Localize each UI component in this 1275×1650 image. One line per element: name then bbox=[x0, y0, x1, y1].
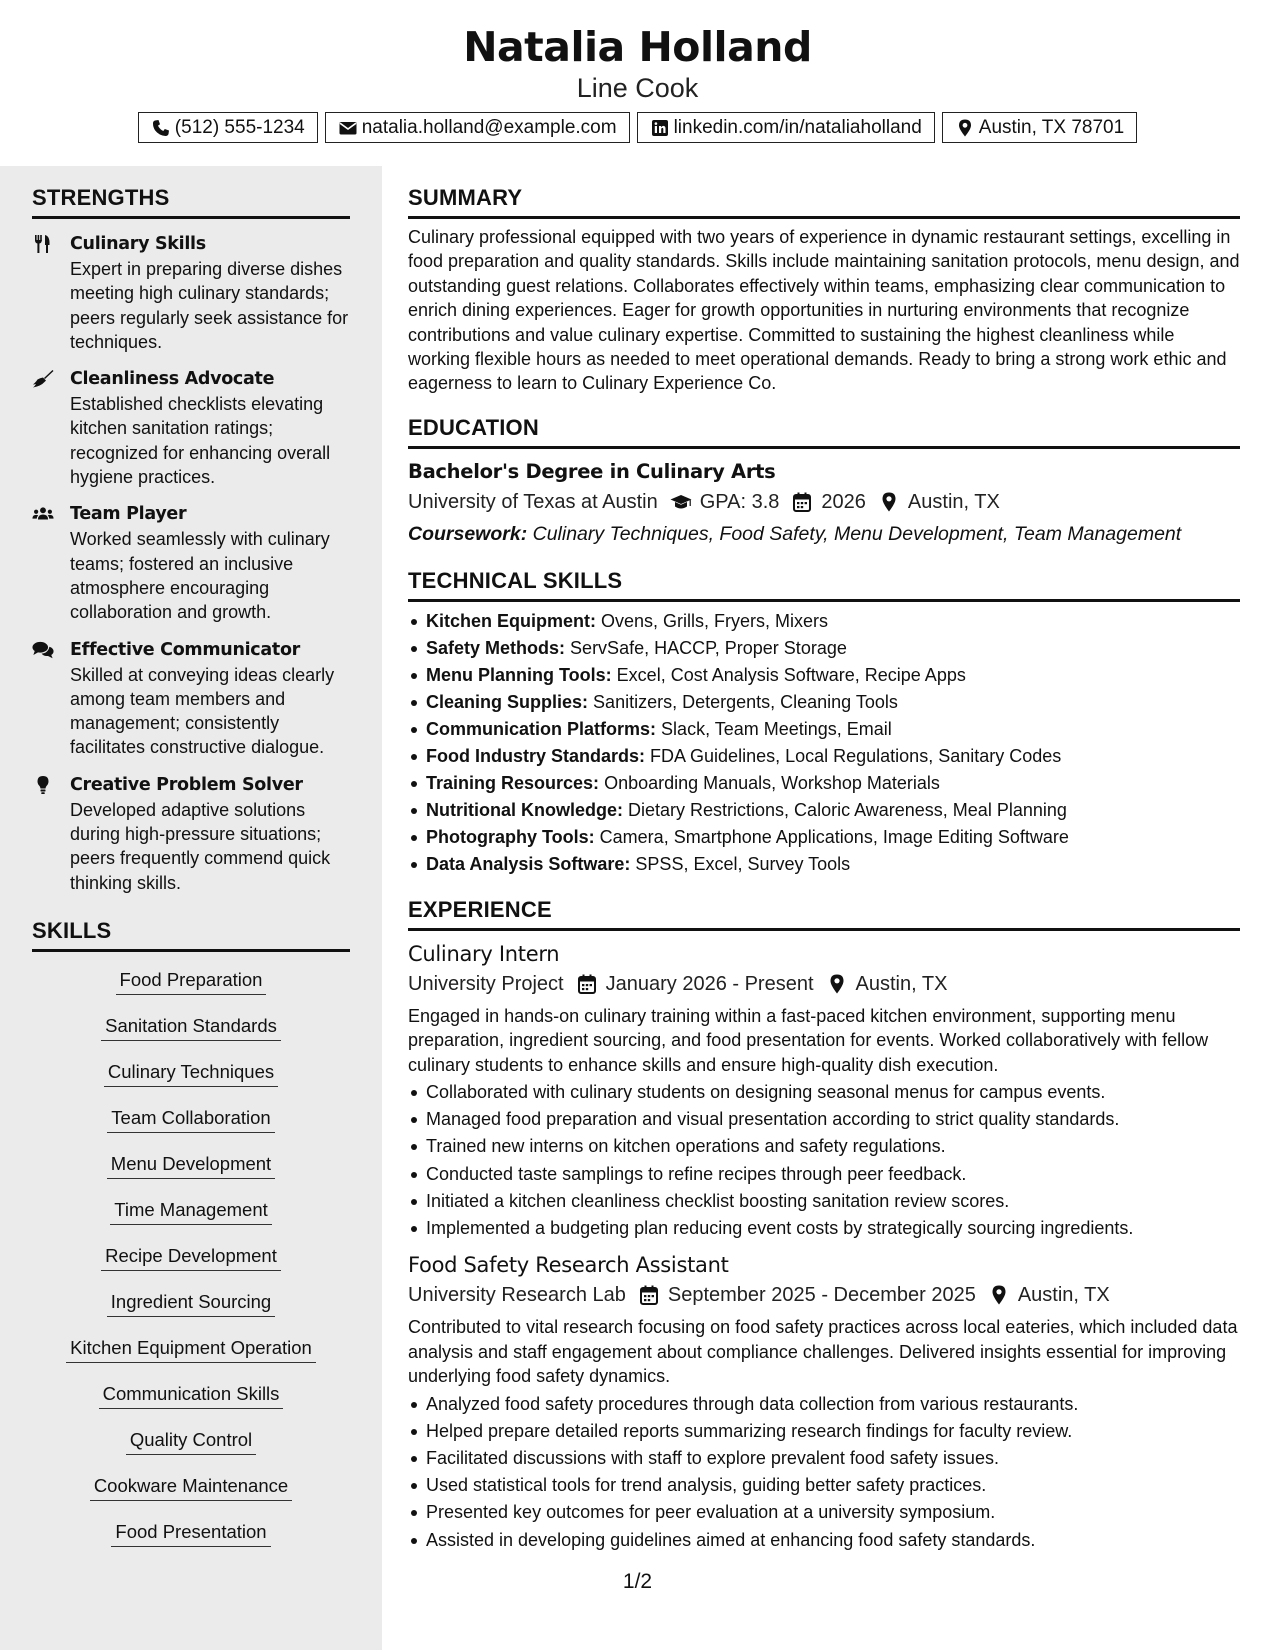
job-bullet: Assisted in developing guidelines aimed at enhancing food safety standards. bbox=[408, 1527, 1240, 1554]
strength-title: Cleanliness Advocate bbox=[70, 369, 275, 390]
skill-item: Menu Development bbox=[32, 1152, 350, 1179]
job-dates: January 2026 - Present bbox=[605, 972, 814, 995]
education-gpa: GPA: 3.8 bbox=[699, 490, 780, 513]
strength-desc: Skilled at conveying ideas clearly among team members and management; consistently facilitates constructive dialogue. bbox=[70, 664, 335, 758]
summary-text: Culinary professional equipped with two years of experience in dynamic restaurant settings, excelling in food preparation and quality standards. Skills include maintaining sanitation protocols, menu design, and outstanding guest relations. Collaborates effectively within teams, emphasizing clear communication to enrich dining experiences. Eager for growth opportunities in nurturing environments that recognize contributions and value culinary expertise. Committed to sustaining the highest cleanliness while working flexible hours as needed to meet operational demands. Ready to bring a strong work ethic and eagerness to learn to Culinary Experience Co. bbox=[408, 227, 1240, 394]
skill-item: Culinary Techniques bbox=[32, 1060, 350, 1087]
strength-desc: Developed adaptive solutions during high-pressure situations; peers frequently commend quick thinking skills. bbox=[70, 799, 331, 893]
education-heading: EDUCATION bbox=[408, 414, 1240, 449]
job-dates: September 2025 - December 2025 bbox=[667, 1284, 976, 1307]
skill-item: Food Preparation bbox=[32, 968, 350, 995]
strength-desc: Worked seamlessly with culinary teams; fostered an inclusive atmosphere encouraging collaboration and growth. bbox=[70, 529, 330, 623]
education-year: 2026 bbox=[821, 490, 866, 513]
job-org: University Research Lab bbox=[408, 1284, 626, 1307]
job-bullet: Analyzed food safety procedures through data collection from various restaurants. bbox=[408, 1391, 1240, 1418]
summary-heading: SUMMARY bbox=[408, 184, 1240, 219]
job-location: Austin, TX bbox=[855, 972, 948, 995]
strength-item bbox=[32, 232, 350, 354]
envelope-icon bbox=[338, 118, 358, 138]
technical-skills-heading: TECHNICAL SKILLS bbox=[408, 567, 1240, 602]
candidate-role: Line Cook bbox=[576, 73, 699, 103]
contact-bar bbox=[0, 112, 1275, 143]
job-bullet: Initiated a kitchen cleanliness checklist boosting sanitation review scores. bbox=[408, 1188, 1240, 1215]
skill-item: Team Collaboration bbox=[32, 1106, 350, 1133]
skill-item: Recipe Development bbox=[32, 1244, 350, 1271]
main-column bbox=[408, 166, 1240, 1554]
skill-item: Time Management bbox=[32, 1198, 350, 1225]
strength-item bbox=[32, 502, 350, 624]
education-school: University of Texas at Austin bbox=[408, 490, 658, 513]
contact-email[interactable] bbox=[325, 112, 630, 143]
location-pin-icon bbox=[955, 118, 975, 138]
job-meta bbox=[408, 969, 1240, 999]
tech-skill-item: Kitchen Equipment: Ovens, Grills, Fryers, Mixers bbox=[408, 608, 1240, 635]
experience-heading: EXPERIENCE bbox=[408, 896, 1240, 931]
lightbulb-icon bbox=[32, 773, 70, 895]
education-location: Austin, TX bbox=[907, 490, 1000, 513]
strength-title: Culinary Skills bbox=[70, 234, 206, 254]
job-bullets bbox=[408, 1079, 1240, 1242]
education-degree: Bachelor's Degree in Culinary Arts bbox=[408, 459, 776, 483]
sidebar bbox=[0, 166, 382, 1650]
education-coursework bbox=[408, 519, 1240, 549]
job-bullet: Implemented a budgeting plan reducing event costs by strategically sourcing ingredients. bbox=[408, 1215, 1240, 1242]
resume-header bbox=[0, 22, 1275, 143]
job-bullet: Managed food preparation and visual presentation according to strict quality standards. bbox=[408, 1106, 1240, 1133]
location-pin-icon bbox=[826, 973, 848, 995]
linkedin-icon bbox=[650, 118, 670, 138]
job-title: Food Safety Research Assistant bbox=[408, 1253, 729, 1278]
job-bullet: Collaborated with culinary students on designing seasonal menus for campus events. bbox=[408, 1079, 1240, 1106]
strength-desc: Expert in preparing diverse dishes meeting high culinary standards; peers regularly seek assistance for techniques. bbox=[70, 259, 349, 352]
strength-title: Team Player bbox=[70, 504, 187, 525]
location-pin-icon bbox=[878, 491, 900, 513]
skill-item: Quality Control bbox=[32, 1428, 350, 1455]
tech-skill-item: Food Industry Standards: FDA Guidelines, Local Regulations, Sanitary Codes bbox=[408, 743, 1240, 770]
job-description: Contributed to vital research focusing on food safety practices across local eateries, which included data analysis and staff engagement about compliance challenges. Delivered insights essential for improving underlying food safety dynamics. bbox=[408, 1317, 1238, 1387]
tech-skill-item: Data Analysis Software: SPSS, Excel, Survey Tools bbox=[408, 851, 1240, 878]
skills-list bbox=[32, 968, 350, 1547]
skill-item: Ingredient Sourcing bbox=[32, 1290, 350, 1317]
tech-skill-item: Nutritional Knowledge: Dietary Restrictions, Caloric Awareness, Meal Planning bbox=[408, 797, 1240, 824]
contact-email-text: natalia.holland@example.com bbox=[361, 116, 617, 138]
tech-skill-item: Communication Platforms: Slack, Team Meetings, Email bbox=[408, 716, 1240, 743]
job-title: Culinary Intern bbox=[408, 941, 560, 966]
phone-icon bbox=[151, 118, 171, 138]
users-icon bbox=[32, 502, 70, 624]
tech-skill-item: Safety Methods: ServSafe, HACCP, Proper Storage bbox=[408, 635, 1240, 662]
skill-item: Kitchen Equipment Operation bbox=[32, 1336, 350, 1363]
job-bullet: Presented key outcomes for peer evaluation at a university symposium. bbox=[408, 1499, 1240, 1526]
job-meta bbox=[408, 1280, 1240, 1310]
technical-skills-list bbox=[408, 608, 1240, 878]
tech-skill-item: Cleaning Supplies: Sanitizers, Detergents, Cleaning Tools bbox=[408, 689, 1240, 716]
strength-title: Creative Problem Solver bbox=[70, 774, 303, 795]
job-location: Austin, TX bbox=[1017, 1284, 1110, 1307]
skill-item: Cookware Maintenance bbox=[32, 1474, 350, 1501]
tech-skill-item: Menu Planning Tools: Excel, Cost Analysis Software, Recipe Apps bbox=[408, 662, 1240, 689]
contact-linkedin[interactable] bbox=[637, 112, 935, 143]
strength-item bbox=[32, 773, 350, 895]
candidate-name: Natalia Holland bbox=[463, 23, 812, 71]
broom-icon bbox=[32, 367, 70, 489]
skill-item: Sanitation Standards bbox=[32, 1014, 350, 1041]
tech-skill-item: Photography Tools: Camera, Smartphone Applications, Image Editing Software bbox=[408, 824, 1240, 851]
job-bullet: Used statistical tools for trend analysis, guiding better safety practices. bbox=[408, 1472, 1240, 1499]
contact-location-text: Austin, TX 78701 bbox=[978, 116, 1125, 138]
contact-linkedin-text: linkedin.com/in/nataliaholland bbox=[673, 116, 922, 138]
calendar-icon bbox=[576, 973, 598, 995]
job-bullet: Facilitated discussions with staff to explore prevalent food safety issues. bbox=[408, 1445, 1240, 1472]
tech-skill-item: Training Resources: Onboarding Manuals, Workshop Materials bbox=[408, 770, 1240, 797]
job-description: Engaged in hands-on culinary training within a fast-paced kitchen environment, supporting menu preparation, ingredient sourcing, and food presentation for events. Worked collaboratively with fellow culinary students to enhance skills and ensure high-quality dish execution. bbox=[408, 1005, 1209, 1075]
job-bullet: Conducted taste samplings to refine recipes through peer feedback. bbox=[408, 1161, 1240, 1188]
strength-item bbox=[32, 367, 350, 489]
job-bullets bbox=[408, 1391, 1240, 1554]
job-entry bbox=[408, 1250, 1240, 1553]
comments-icon bbox=[32, 638, 70, 760]
skill-item: Communication Skills bbox=[32, 1382, 350, 1409]
job-org: University Project bbox=[408, 972, 564, 995]
contact-location bbox=[942, 112, 1137, 143]
strengths-heading: STRENGTHS bbox=[32, 184, 350, 219]
skills-heading: SKILLS bbox=[32, 917, 350, 952]
calendar-icon bbox=[638, 1284, 660, 1306]
job-bullet: Helped prepare detailed reports summarizing research findings for faculty review. bbox=[408, 1418, 1240, 1445]
strength-desc: Established checklists elevating kitchen sanitation ratings; recognized for enhancing overall hygiene practices. bbox=[70, 394, 331, 488]
page-number: 1/2 bbox=[622, 1570, 653, 1593]
location-pin-icon bbox=[988, 1284, 1010, 1306]
coursework-label: Coursework: bbox=[408, 522, 528, 545]
job-entry bbox=[408, 939, 1240, 1242]
strength-title: Effective Communicator bbox=[70, 639, 301, 660]
graduation-cap-icon bbox=[670, 491, 692, 513]
coursework-text: Culinary Techniques, Food Safety, Menu Development, Team Management bbox=[532, 522, 1182, 545]
strength-item bbox=[32, 638, 350, 760]
contact-phone[interactable] bbox=[138, 112, 318, 143]
job-bullet: Trained new interns on kitchen operations and safety regulations. bbox=[408, 1133, 1240, 1160]
utensils-icon bbox=[32, 232, 70, 354]
skill-item: Food Presentation bbox=[32, 1520, 350, 1547]
contact-phone-text: (512) 555-1234 bbox=[174, 116, 305, 138]
calendar-icon bbox=[791, 491, 813, 513]
education-meta bbox=[408, 487, 1240, 517]
